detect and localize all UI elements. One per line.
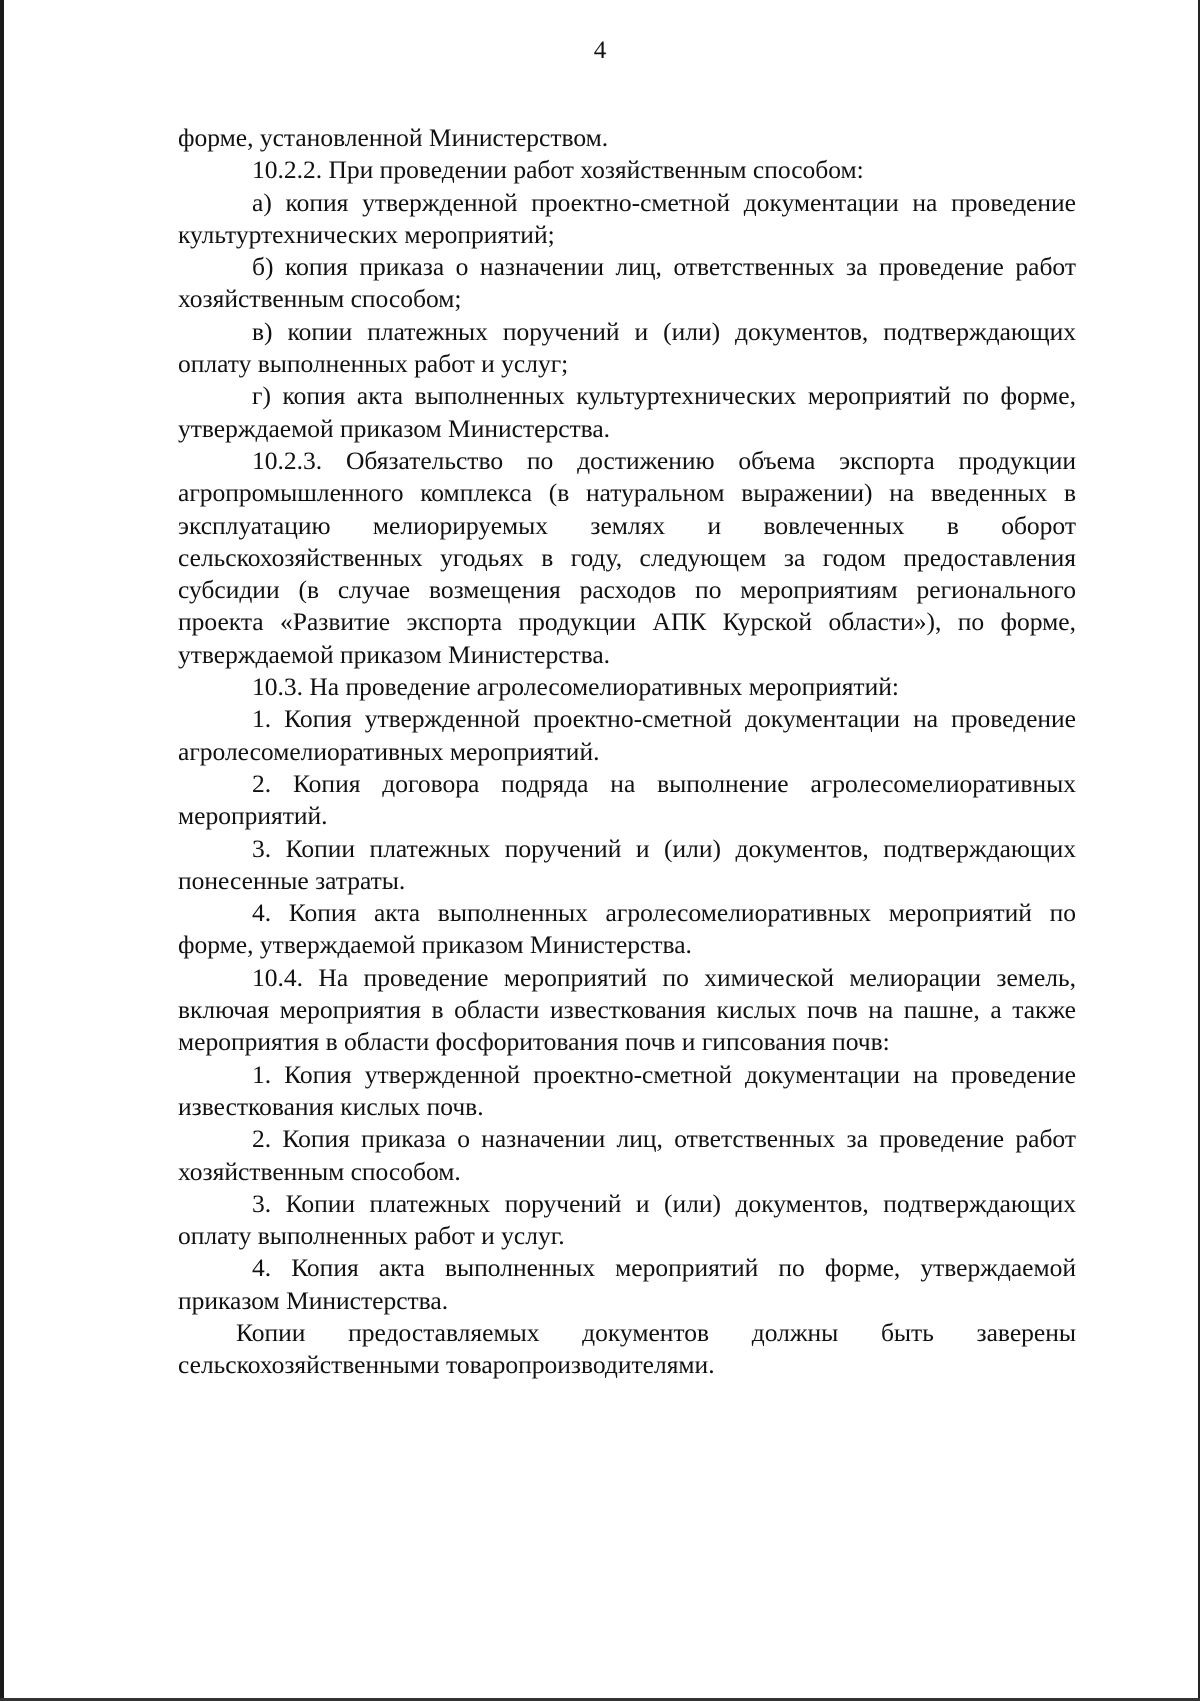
clause-10-2-3: 10.2.3. Обязательство по достижению объема экспорта продукции агропромышленного комплекса (в натуральном выражении) на введенных в эксплуатацию мелиорируемых землях и вовлеченных в оборот сельскохозяйственных угодьях в году, следующем за годом предоставления субсидии (в случае возмещения расходов по мероприятиям регионального проекта «Развитие экспорта продукции АПК Курской области»), по форме, утверждаемой приказом Министерства.: [178, 445, 1076, 669]
list-item-10-3-3: 3. Копии платежных поручений и (или) документов, подтверждающих понесенные затраты.: [178, 833, 1076, 895]
list-item-v: в) копии платежных поручений и (или) документов, подтверждающих оплату выполненных работ и услуг;: [178, 316, 1076, 379]
closing-paragraph: Копии предоставляемых документов должны быть заверены сельскохозяйственными товаропроизводителями.: [178, 1317, 1076, 1380]
list-item-10-4-3: 3. Копии платежных поручений и (или) документов, подтверждающих оплату выполненных работ и услуг.: [178, 1188, 1076, 1251]
list-item-10-3-2: 2. Копия договора подряда на выполнение агролесомелиоративных мероприятий.: [178, 768, 1076, 831]
list-item-a: а) копия утвержденной проектно-сметной документации на проведение культуртехнических мероприятий;: [178, 187, 1076, 249]
list-item-10-4-1: 1. Копия утвержденной проектно-сметной документации на проведение известкования кислых почв.: [178, 1059, 1076, 1121]
list-item-10-3-4: 4. Копия акта выполненных агролесомелиоративных мероприятий по форме, утверждаемой приказом Министерства.: [178, 898, 1076, 960]
document-body: [178, 122, 1076, 1382]
list-item-10-4-2: 2. Копия приказа о назначении лиц, ответственных за проведение работ хозяйственным способом.: [178, 1124, 1076, 1186]
clause-10-2-2: 10.2.2. При проведении работ хозяйственным способом:: [252, 155, 864, 185]
scan-border-left: [0, 0, 4, 1701]
clause-10-3: 10.3. На проведение агролесомелиоративных мероприятий:: [252, 672, 899, 702]
list-item-g: г) копия акта выполненных культуртехнических мероприятий по форме, утверждаемой приказом Министерства.: [178, 381, 1076, 443]
list-item-10-3-1: 1. Копия утвержденной проектно-сметной документации на проведение агролесомелиоративных мероприятий.: [178, 704, 1076, 766]
list-item-b: б) копия приказа о назначении лиц, ответственных за проведение работ хозяйственным способом;: [178, 252, 1076, 314]
clause-10-4: 10.4. На проведение мероприятий по химической мелиорации земель, включая мероприятия в области известкования кислых почв на пашне, а также мероприятия в области фосфоритования почв и гипсования почв:: [178, 962, 1076, 1057]
page-number: 4: [593, 37, 607, 64]
list-item-10-4-4: 4. Копия акта выполненных мероприятий по форме, утверждаемой приказом Министерства.: [178, 1253, 1076, 1315]
paragraph-continuation: форме, установленной Министерством.: [178, 123, 609, 152]
